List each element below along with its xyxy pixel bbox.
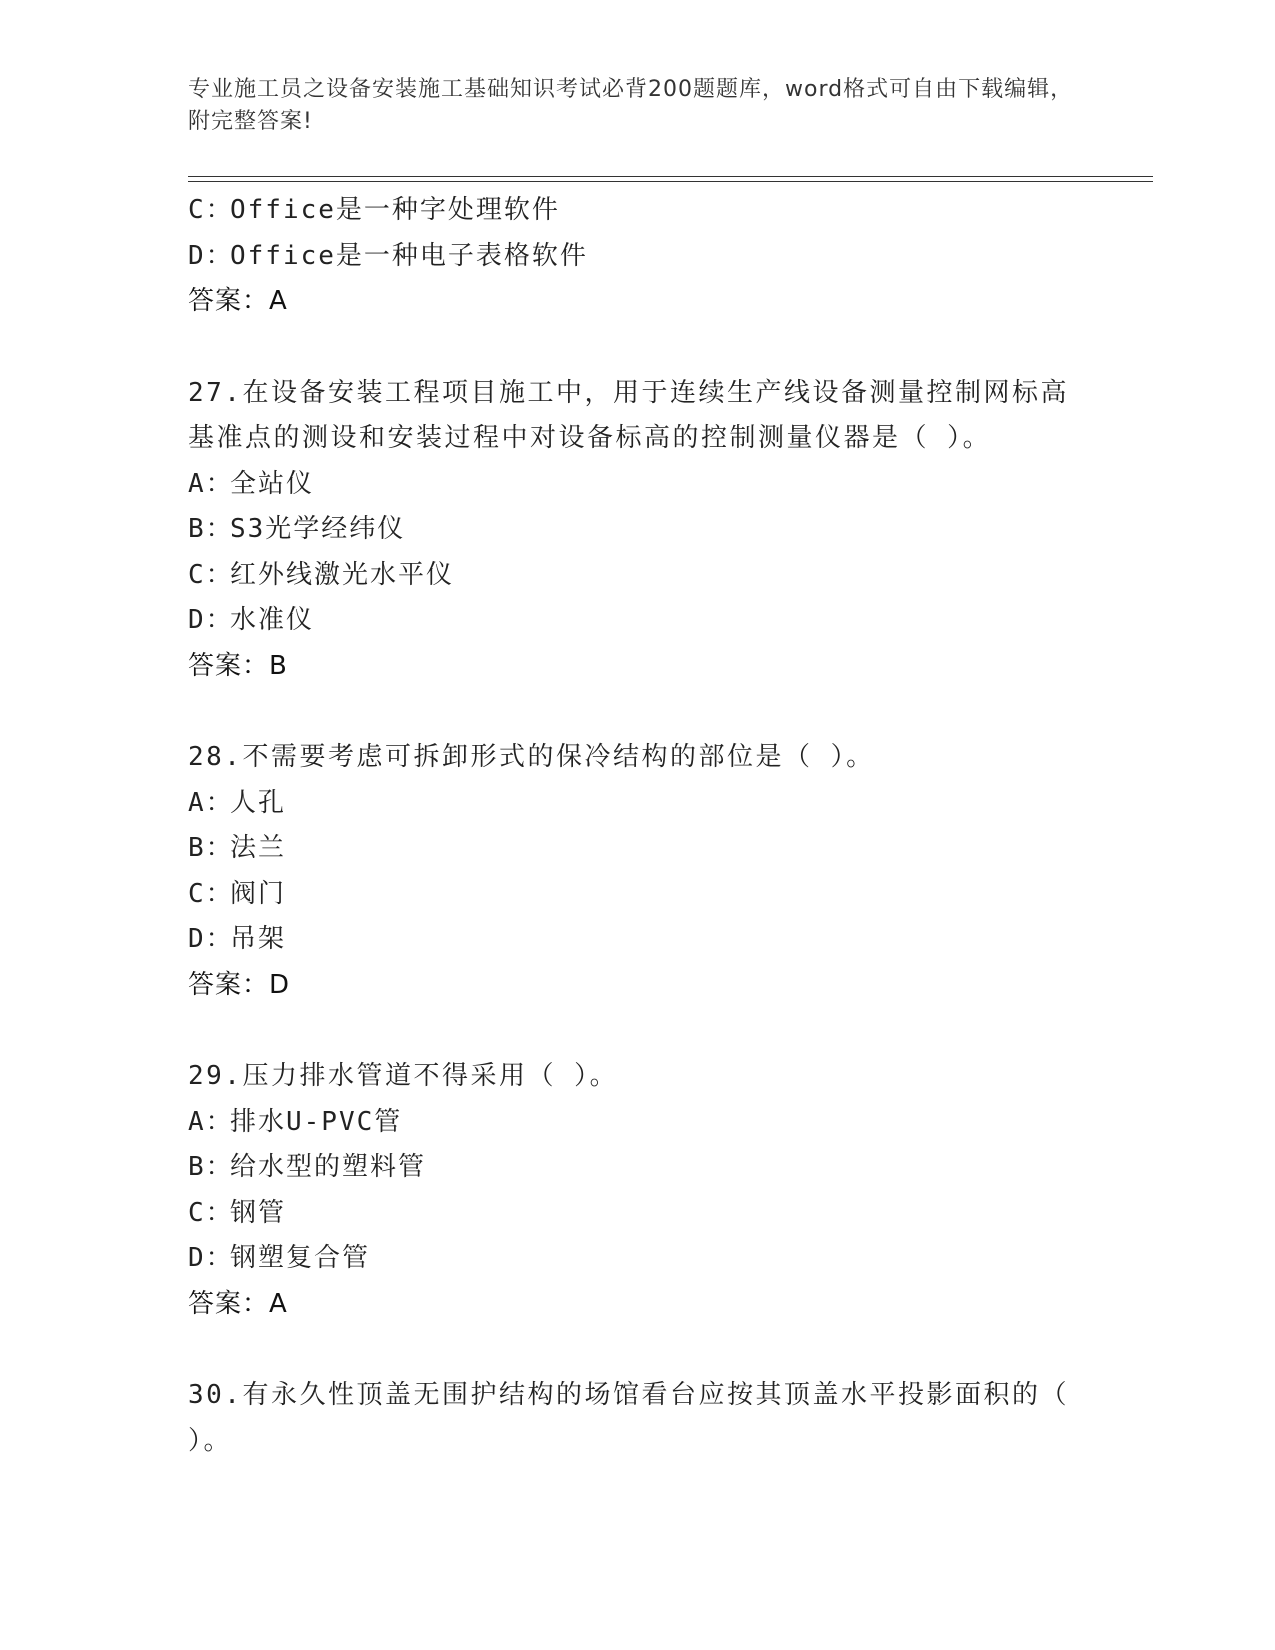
option-key: D： — [188, 1243, 234, 1273]
question-30 — [188, 1373, 1088, 1464]
answer-line: 答案：A — [188, 286, 288, 316]
option-text: 钢塑复合管 — [230, 1243, 371, 1273]
question-29 — [188, 1054, 1088, 1327]
question-28 — [188, 735, 1088, 1008]
option-key: C： — [188, 195, 234, 225]
option-key: B： — [188, 514, 234, 544]
option-text: Office是一种字处理软件 — [230, 195, 560, 225]
option-c — [188, 553, 1088, 599]
option-key: C： — [188, 1197, 234, 1228]
option-text: 排水U-PVC管 — [230, 1106, 403, 1137]
option-key: D： — [188, 605, 234, 635]
header-divider-top — [188, 176, 1153, 177]
option-text: 给水型的塑料管 — [230, 1152, 427, 1182]
spacer — [188, 1008, 1088, 1054]
option-key: D： — [188, 924, 234, 954]
option-key: B： — [188, 833, 234, 863]
option-text: 人孔 — [230, 787, 287, 818]
option-text: 法兰 — [230, 833, 287, 863]
option-d — [188, 917, 1088, 963]
option-key: A： — [188, 468, 234, 499]
option-c — [188, 872, 1088, 918]
option-key: C： — [188, 559, 234, 590]
option-d — [188, 1236, 1088, 1282]
option-b — [188, 1145, 1088, 1191]
answer-line: 答案：B — [188, 650, 288, 681]
spacer — [188, 325, 1088, 371]
option-d — [188, 598, 1088, 644]
option-c — [188, 1191, 1088, 1237]
option-key: C： — [188, 878, 234, 909]
spacer — [188, 689, 1088, 735]
option-text: S3光学经纬仪 — [230, 514, 406, 544]
option-text: 红外线激光水平仪 — [230, 559, 455, 590]
option-d — [188, 234, 1088, 280]
option-text: 钢管 — [230, 1197, 287, 1228]
option-key: B： — [188, 1152, 234, 1182]
option-text: 阀门 — [230, 878, 287, 909]
option-text: 全站仪 — [230, 468, 315, 499]
question-27 — [188, 371, 1088, 690]
option-c — [188, 188, 1088, 234]
question-26 — [188, 188, 1088, 325]
option-a — [188, 462, 1088, 508]
header-divider-bottom — [188, 181, 1153, 182]
question-stem: 27.在设备安装工程项目施工中，用于连续生产线设备测量控制网标高基准点的测设和安装过程中对设备标高的控制测量仪器是（ ）。 — [188, 377, 1069, 453]
option-key: A： — [188, 1106, 234, 1137]
document-header: 专业施工员之设备安装施工基础知识考试必背200题题库，word格式可自由下载编辑，附完整答案! — [188, 77, 1074, 134]
option-text: Office是一种电子表格软件 — [230, 240, 588, 271]
option-text: 水准仪 — [230, 605, 315, 635]
answer-line: 答案：D — [188, 969, 291, 1000]
option-key: D： — [188, 240, 234, 271]
spacer — [188, 1327, 1088, 1373]
answer-line: 答案：A — [188, 1288, 288, 1319]
option-text: 吊架 — [230, 924, 287, 954]
option-key: A： — [188, 787, 234, 818]
option-a — [188, 1100, 1088, 1146]
question-stem: 30.有永久性顶盖无围护结构的场馆看台应按其顶盖水平投影面积的（ ）。 — [188, 1380, 1069, 1456]
option-a — [188, 781, 1088, 827]
option-b — [188, 507, 1088, 553]
question-list — [188, 188, 1088, 1464]
question-stem: 29.压力排水管道不得采用（ ）。 — [188, 1061, 619, 1091]
question-stem: 28.不需要考虑可拆卸形式的保冷结构的部位是（ ）。 — [188, 742, 875, 772]
option-b — [188, 826, 1088, 872]
